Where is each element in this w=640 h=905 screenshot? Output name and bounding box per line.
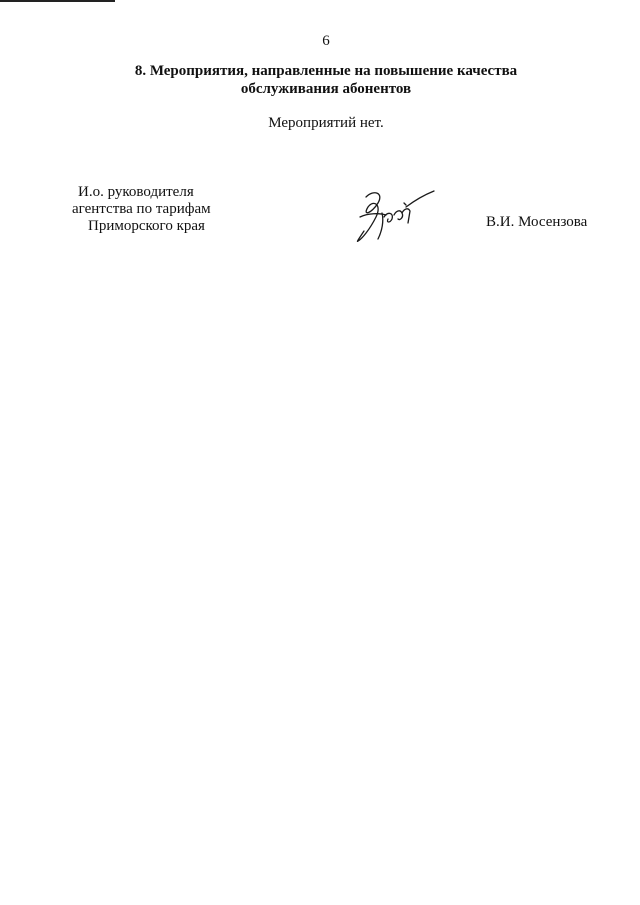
signatory-position xyxy=(68,184,228,235)
position-line-1: И.о. руководителя xyxy=(78,184,194,200)
signer-name: В.И. Мосензова xyxy=(486,214,588,230)
section-heading-line-1: 8. Мероприятия, направленные на повышение качества xyxy=(134,63,518,79)
page-number: 6 xyxy=(322,33,330,49)
handwritten-signature-icon xyxy=(352,183,438,247)
section-heading-line-2: обслуживания абонентов xyxy=(240,81,412,97)
position-line-3: Приморского края xyxy=(88,218,205,234)
section-body-text: Мероприятий нет. xyxy=(268,115,384,131)
position-line-2: агентства по тарифам xyxy=(72,201,211,217)
scan-edge-mark xyxy=(0,0,115,2)
section-heading xyxy=(0,62,640,98)
